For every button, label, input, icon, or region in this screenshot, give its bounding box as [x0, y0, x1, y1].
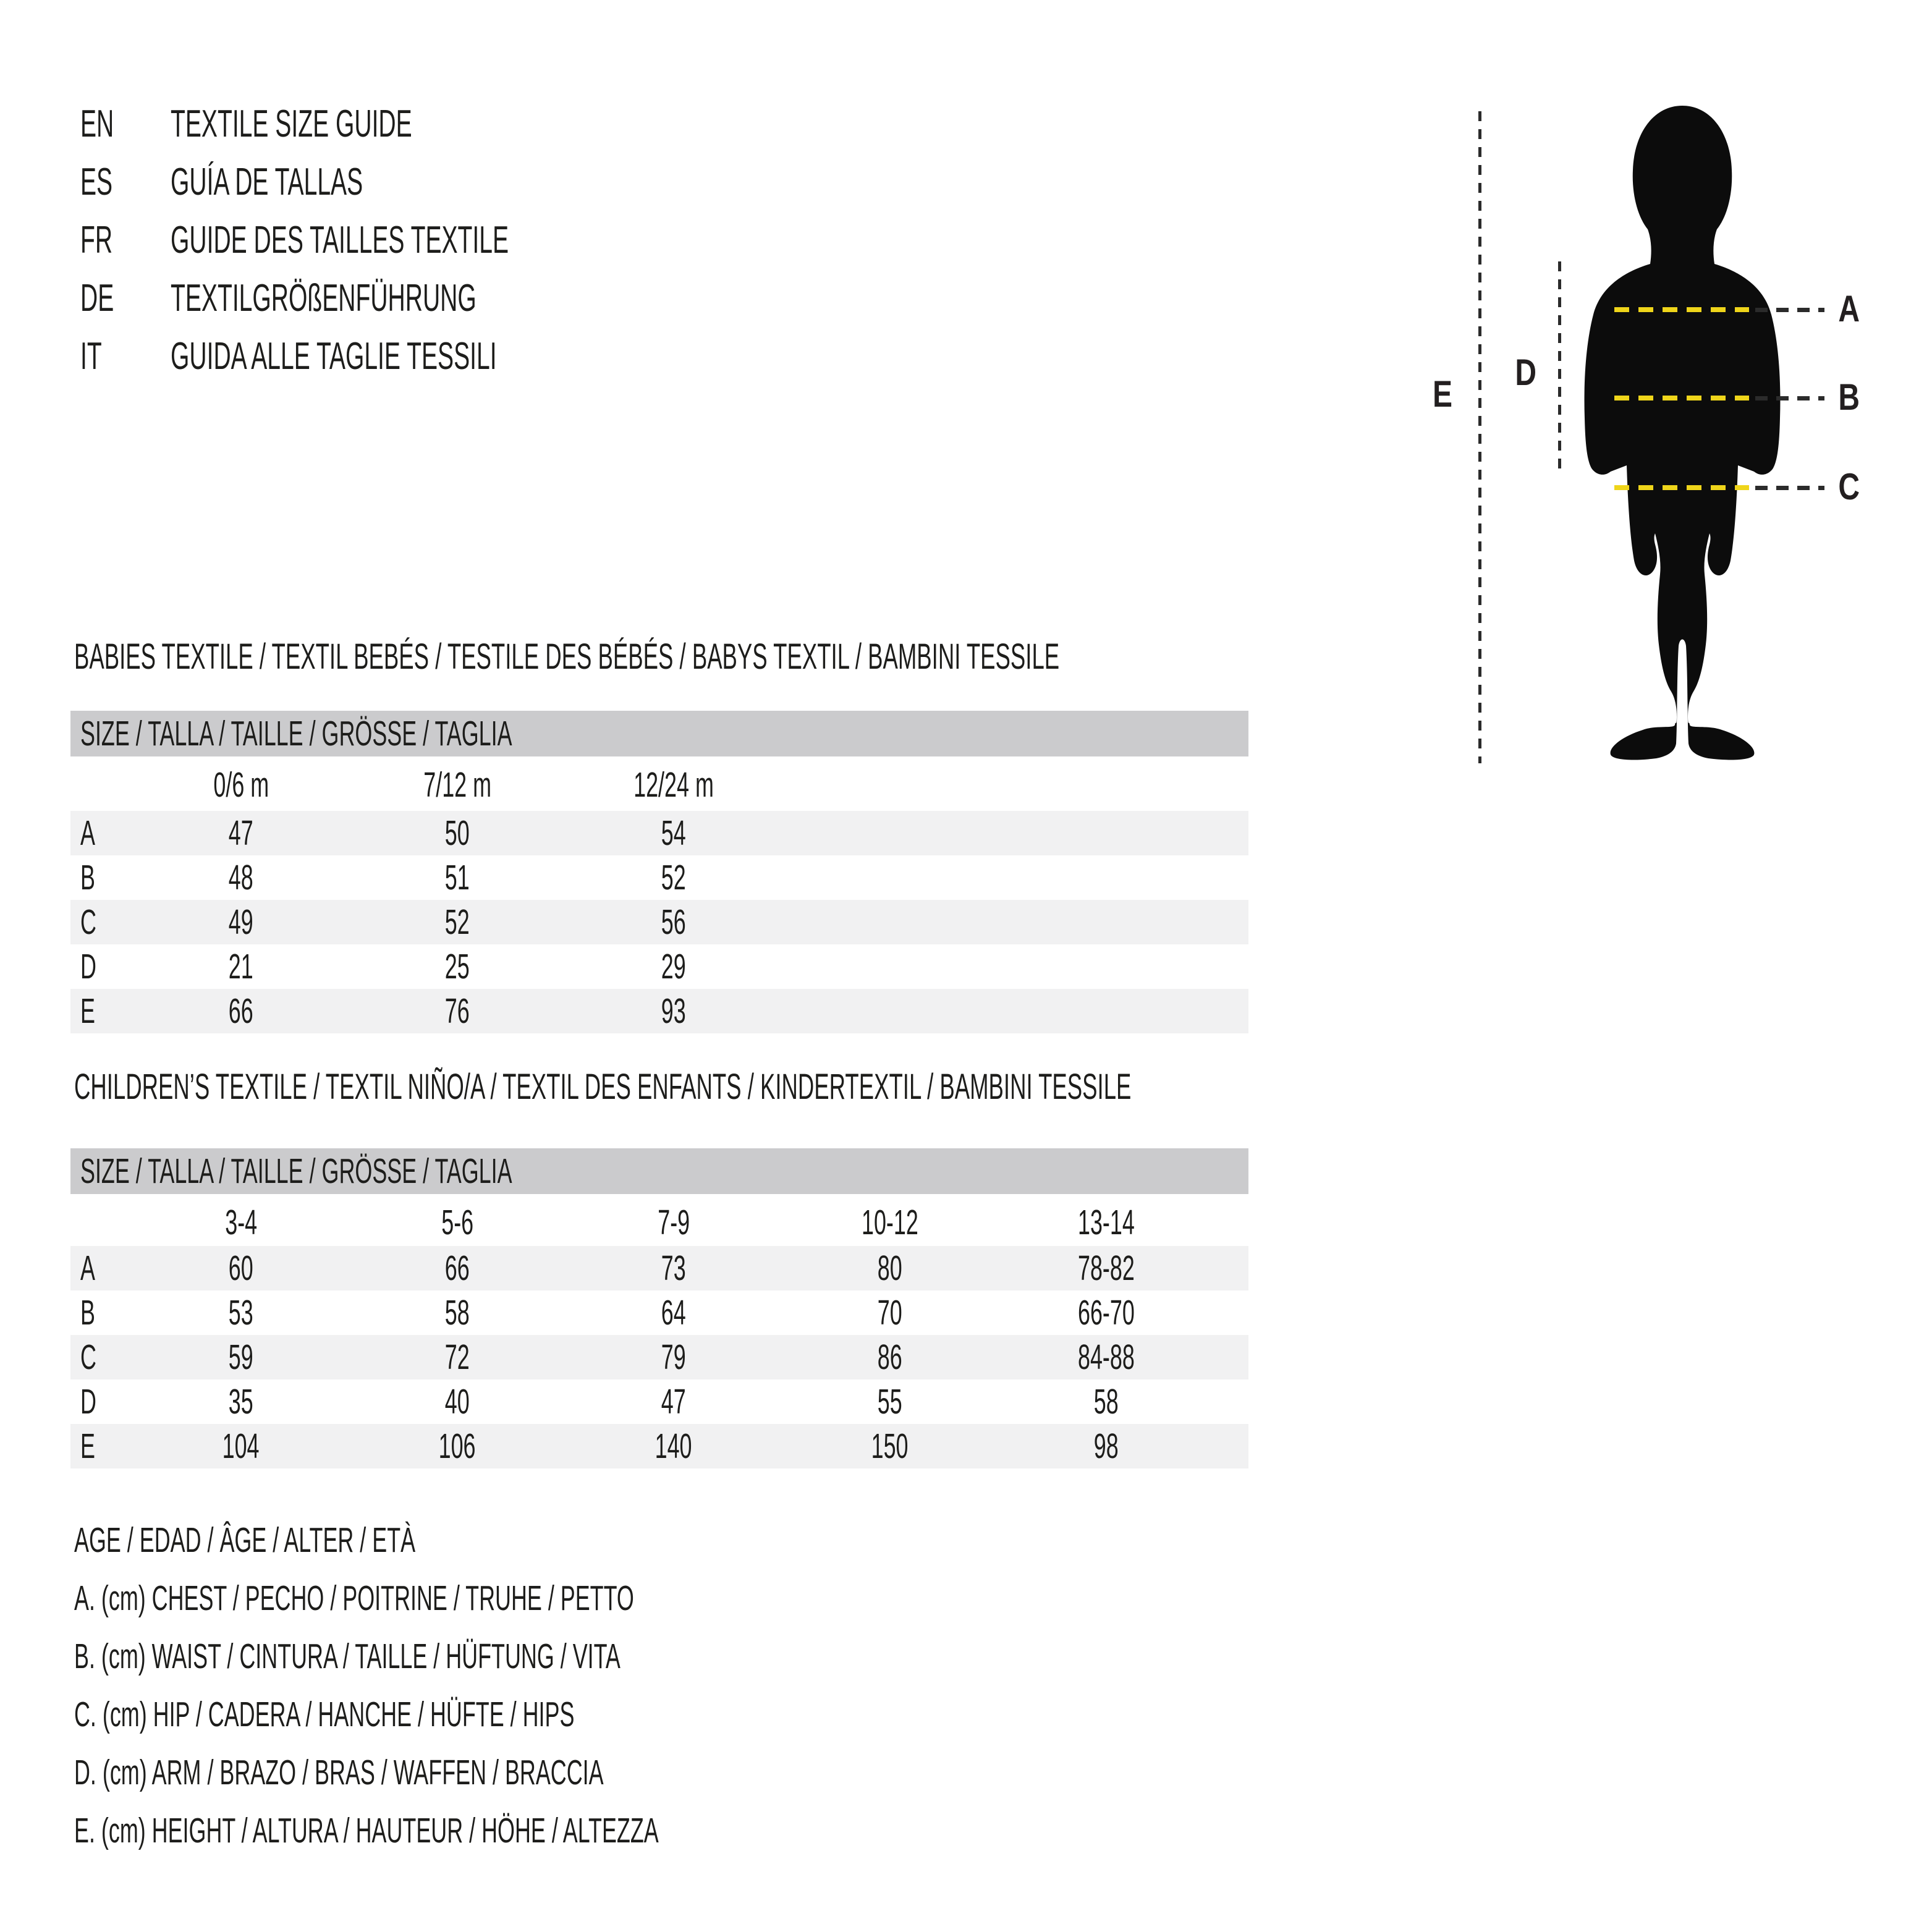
- children-col-7-9: 7-9: [658, 1203, 690, 1242]
- legend-chest: A. (cm) CHEST / PECHO / POITRINE / TRUHE / PETTO: [74, 1578, 634, 1618]
- children-col-10-12: 10-12: [862, 1203, 918, 1242]
- lang-code-de: DE: [80, 277, 114, 320]
- babies-size-header-bar: SIZE / TALLA / TAILLE / GRÖSSE / TAGLIA: [70, 711, 1248, 756]
- legend-waist: B. (cm) WAIST / CINTURA / TAILLE / HÜFTUNG / VITA: [74, 1637, 621, 1676]
- babies-section-title: BABIES TEXTILE / TEXTIL BEBÉS / TESTILE DES BÉBÉS / BABYS TEXTIL / BAMBINI TESSILE: [74, 637, 1060, 677]
- waist-dash-yellow-b: [1614, 396, 1749, 400]
- children-col-3-4: 3-4: [225, 1203, 257, 1242]
- lang-code-fr: FR: [80, 219, 113, 261]
- legend-arm: D. (cm) ARM / BRAZO / BRAS / WAFFEN / BRACCIA: [74, 1753, 604, 1792]
- children-section-title: CHILDREN’S TEXTILE / TEXTIL NIÑO/A / TEXTIL DES ENFANTS / KINDERTEXTIL / BAMBINI TESSILE: [74, 1067, 1132, 1107]
- children-row-a: A 60 66 73 80 78-82: [70, 1246, 1248, 1290]
- babies-col-12-24m: 12/24 m: [633, 765, 714, 805]
- children-row-c: C 59 72 79 86 84-88: [70, 1335, 1248, 1379]
- figure-label-d: D: [1515, 352, 1537, 393]
- babies-column-header-row: [70, 763, 1248, 807]
- chest-dash-dark-a: [1755, 308, 1824, 312]
- babies-row-e: E 66 76 93: [70, 989, 1248, 1033]
- babies-col-0-6m: 0/6 m: [213, 765, 269, 805]
- lang-title-de: TEXTILGRÖßENFÜHRUNG: [171, 277, 477, 320]
- babies-row-d: D 21 25 29: [80, 947, 686, 986]
- chest-dash-yellow-a: [1614, 307, 1749, 312]
- waist-dash-dark-b: [1755, 396, 1824, 400]
- babies-row-a: A 47 50 54: [70, 811, 1248, 855]
- children-col-5-6: 5-6: [441, 1203, 473, 1242]
- hip-dash-dark-c: [1755, 486, 1824, 490]
- arm-line-d: [1558, 261, 1561, 470]
- figure-label-e: E: [1432, 373, 1453, 415]
- figure-label-b: B: [1838, 376, 1860, 418]
- babies-col-7-12m: 7/12 m: [423, 765, 491, 805]
- lang-title-fr: GUIDE DES TAILLES TEXTILE: [171, 219, 509, 261]
- lang-title-en: TEXTILE SIZE GUIDE: [171, 103, 412, 145]
- lang-title-es: GUÍA DE TALLAS: [171, 161, 363, 203]
- children-column-header-row: [70, 1200, 1248, 1245]
- children-row-b: B 53 58 64 70 66-70: [80, 1293, 1135, 1332]
- legend-hip: C. (cm) HIP / CADERA / HANCHE / HÜFTE / HIPS: [74, 1695, 575, 1734]
- hip-dash-yellow-c: [1614, 485, 1749, 490]
- children-row-e: E 104 106 140 150 98: [70, 1424, 1248, 1468]
- lang-code-it: IT: [80, 335, 102, 378]
- legend-height: E. (cm) HEIGHT / ALTURA / HAUTEUR / HÖHE / ALTEZZA: [74, 1811, 659, 1850]
- figure-label-c: C: [1838, 466, 1860, 507]
- lang-code-en: EN: [80, 103, 114, 145]
- figure-label-a: A: [1838, 288, 1860, 329]
- lang-title-it: GUIDA ALLE TAGLIE TESSILI: [171, 335, 497, 378]
- lang-code-es: ES: [80, 161, 113, 203]
- children-col-13-14: 13-14: [1078, 1203, 1135, 1242]
- legend-age: AGE / EDAD / ÂGE / ALTER / ETÀ: [74, 1520, 416, 1560]
- children-size-header-bar: SIZE / TALLA / TAILLE / GRÖSSE / TAGLIA: [70, 1148, 1248, 1194]
- babies-row-c: C 49 52 56: [70, 900, 1248, 944]
- babies-row-b: B 48 51 52: [80, 858, 686, 897]
- children-row-d: D 35 40 47 55 58: [80, 1382, 1119, 1421]
